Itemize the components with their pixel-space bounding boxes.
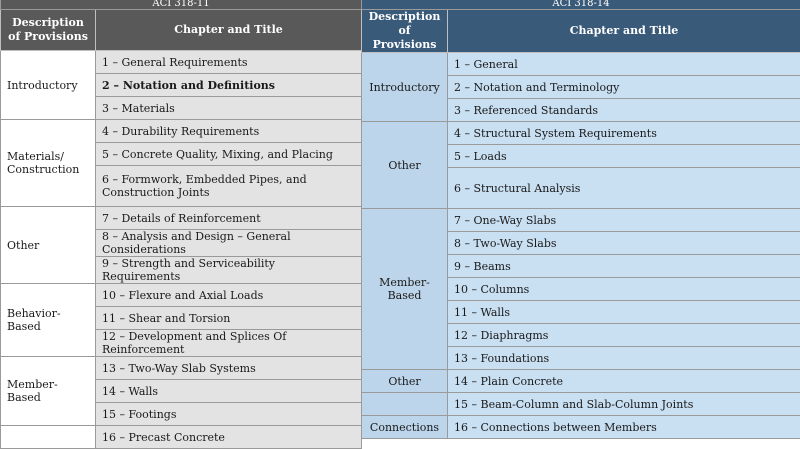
chapter-cell: 11 – Walls [448,301,800,324]
group-description: Other [362,370,448,393]
group-description: Member-Based [362,209,448,370]
chapter-cell: 7 – One-Way Slabs [448,209,800,232]
group-description: Connections [362,416,448,439]
group-description [1,426,96,449]
group-description: Other [1,207,96,284]
chapter-cell: 6 – Formwork, Embedded Pipes, and Construction Joints [96,166,362,207]
chapter-cell: 4 – Structural System Requirements [448,122,800,145]
chapter-cell: 15 – Footings [96,403,362,426]
chapter-cell: 13 – Foundations [448,347,800,370]
chapter-cell: 5 – Concrete Quality, Mixing, and Placing [96,143,362,166]
chapter-cell: 16 – Connections between Members [448,416,800,439]
column-header-description: Description of Provisions [1,10,96,51]
chapter-cell: 10 – Columns [448,278,800,301]
chapter-cell: 11 – Shear and Torsion [96,307,362,330]
chapter-cell: 1 – General [448,53,800,76]
chapter-cell: 8 – Two-Way Slabs [448,232,800,255]
table-super-title: ACI 318-11 [1,0,362,10]
chapter-cell: 9 – Strength and Serviceability Requirements [96,257,362,284]
group-description: Materials/ Construction [1,120,96,207]
table-super-title: ACI 318-14 [362,0,800,10]
chapter-cell: 12 – Development and Splices Of Reinforcement [96,330,362,357]
group-description [362,393,448,416]
chapter-cell: 7 – Details of Reinforcement [96,207,362,230]
chapter-cell: 16 – Precast Concrete [96,426,362,449]
chapter-cell: 1 – General Requirements [96,51,362,74]
chapter-cell: 4 – Durability Requirements [96,120,362,143]
chapter-cell: 10 – Flexure and Axial Loads [96,284,362,307]
group-description: Introductory [1,51,96,120]
group-description: Introductory [362,53,448,122]
group-description: Member-Based [1,357,96,426]
chapter-cell: 12 – Diaphragms [448,324,800,347]
chapter-cell: 6 – Structural Analysis [448,168,800,209]
aci-318-14-table [361,0,800,439]
chapter-cell: 9 – Beams [448,255,800,278]
chapter-cell: 13 – Two-Way Slab Systems [96,357,362,380]
chapter-cell: 8 – Analysis and Design – General Considerations [96,230,362,257]
chapter-cell: 14 – Walls [96,380,362,403]
aci-318-11-table [0,0,362,449]
chapter-cell: 3 – Materials [96,97,362,120]
chapter-cell: 15 – Beam-Column and Slab-Column Joints [448,393,800,416]
chapter-cell: 14 – Plain Concrete [448,370,800,393]
column-header-chapter: Chapter and Title [96,10,362,51]
chapter-cell: 5 – Loads [448,145,800,168]
group-description: Behavior-Based [1,284,96,357]
chapter-cell: 2 – Notation and Definitions [96,74,362,97]
column-header-chapter: Chapter and Title [448,10,800,53]
group-description: Other [362,122,448,209]
chapter-cell: 2 – Notation and Terminology [448,76,800,99]
column-header-description: Description of Provisions [362,10,448,53]
chapter-cell: 3 – Referenced Standards [448,99,800,122]
